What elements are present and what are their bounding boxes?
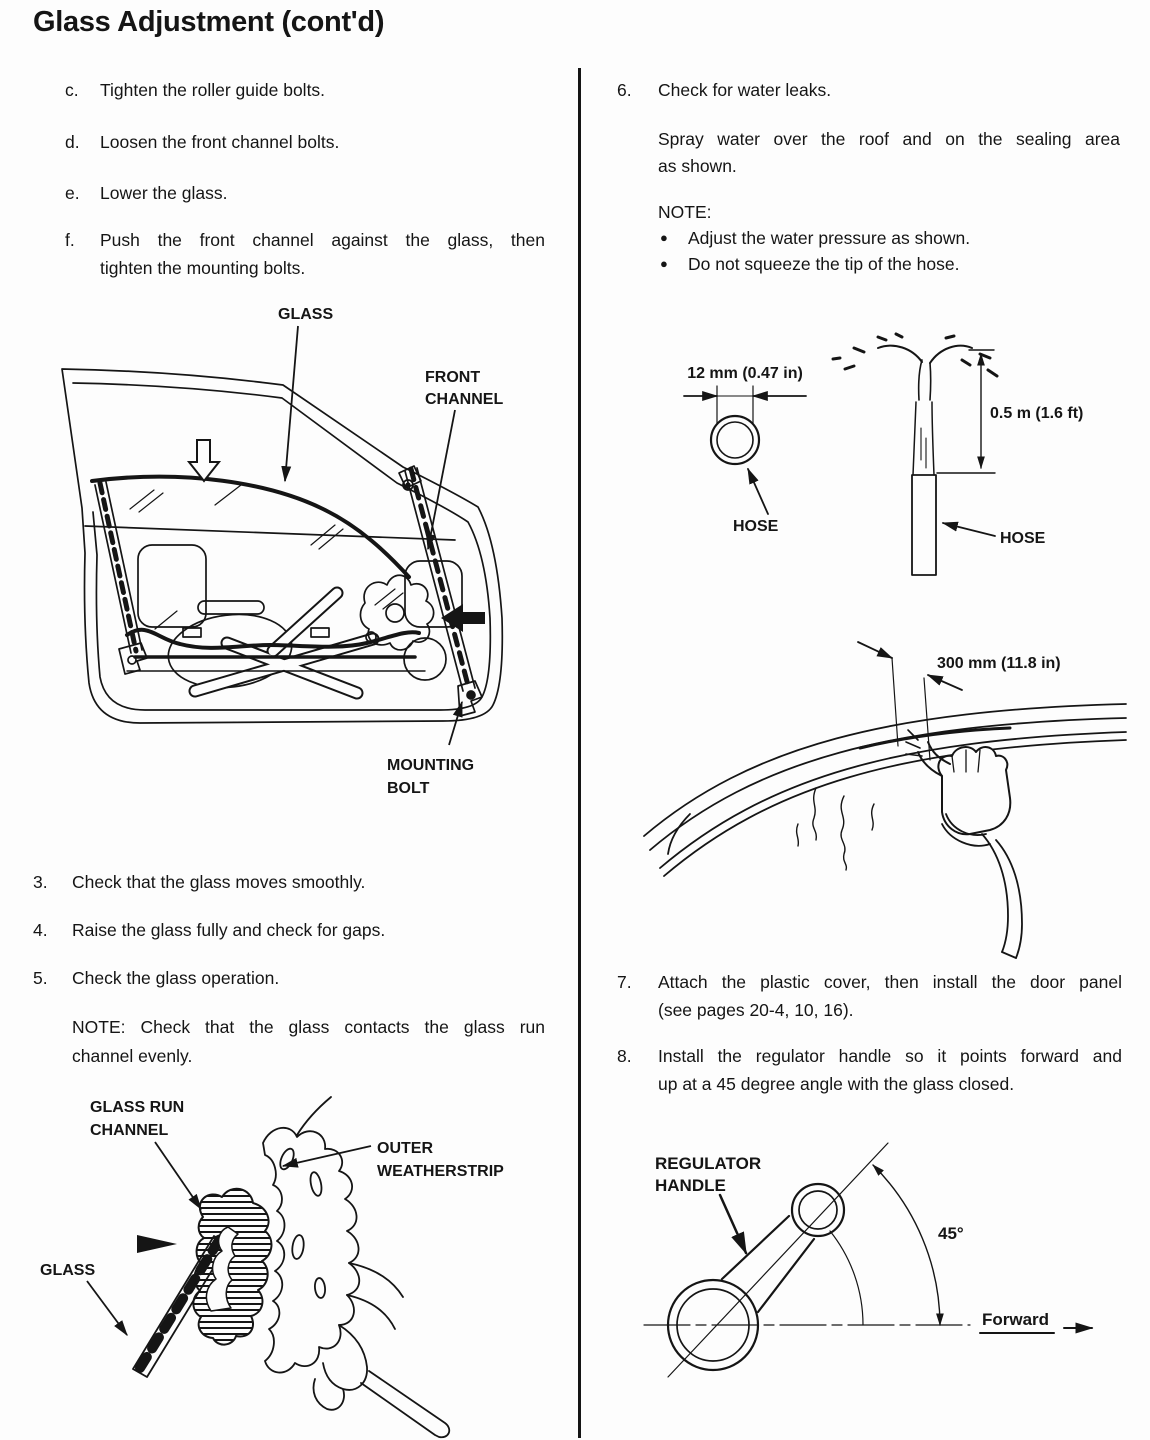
regulator-handle-label: HANDLE [655,1176,726,1195]
regulator-handle-diagram [640,1135,1130,1425]
step-label: 8. [617,1046,632,1066]
substep-label: c. [65,80,79,100]
door-hole [404,638,446,680]
hose-label: HOSE [1000,530,1046,547]
mounting-bolt-label: BOLT [387,780,430,797]
substep-label: d. [65,132,80,152]
water-column [913,402,934,475]
hose-leader [748,469,768,514]
step-4 [33,916,532,944]
note-left [72,1013,545,1071]
bullet-icon: ● [660,230,668,245]
glass-run-channel-label: GLASS RUN [90,1099,185,1116]
step-label: 6. [617,80,632,100]
spray-paragraph [658,126,1120,180]
note-text: NOTE: Check that the glass contacts the glass run [72,1017,545,1037]
step-label: 5. [33,968,48,988]
note-bullet-1 [660,225,970,251]
note-bullet-2 [660,251,959,277]
substep-d [65,128,545,156]
bullet-text: Do not squeeze the tip of the hose. [688,254,960,274]
glass-run-channel-diagram [25,1085,580,1440]
page-title: Glass Adjustment (cont'd) [33,6,385,38]
step-text: Raise the glass fully and check for gaps. [72,920,386,940]
roof-dim-label: 300 mm (11.8 in) [937,655,1061,672]
step-label: 4. [33,920,48,940]
rear-channel [95,482,147,674]
inner-arc [830,1231,863,1325]
substep-label: e. [65,183,80,203]
outer-weatherstrip-label: WEATHERSTRIP [377,1163,504,1180]
step-text: up at a 45 degree angle with the glass closed. [658,1074,1015,1094]
note-heading: NOTE: [658,202,712,222]
hand-and-hose [906,730,1022,958]
right-arrow-icon [137,1235,177,1253]
hose-cross-section [711,416,759,464]
substep-text: Lower the glass. [100,183,228,203]
door-glass-diagram [35,293,580,828]
note-text: channel evenly. [72,1046,193,1066]
substep-text: Loosen the front channel bolts. [100,132,340,152]
substep-c [65,76,545,104]
step-label: 7. [617,972,632,992]
substep-label: f. [65,230,75,250]
step-8 [617,1042,1122,1098]
hose-leader [943,523,995,536]
water-streaks [797,788,874,870]
roof-lines [644,704,1126,876]
handle-hub [792,1184,844,1236]
substep-e [65,179,545,207]
hose-body [912,475,936,575]
width-dim-label: 12 mm (0.47 in) [687,365,803,382]
down-arrow-icon [189,440,219,481]
regulator-mechanism [127,575,434,671]
water-spray [833,334,997,400]
step-text: Check the glass operation. [72,968,280,988]
bullet-text: Adjust the water pressure as shown. [688,228,971,248]
step-label: 3. [33,872,48,892]
glass-label: GLASS [278,306,334,323]
roof-spray-diagram [630,628,1140,958]
step-text: Check for water leaks. [658,80,832,100]
substep-text: Tighten the roller guide bolts. [100,80,326,100]
height-dim-label: 0.5 m (1.6 ft) [990,405,1084,422]
step-text: Check that the glass moves smoothly. [72,872,366,892]
front-channel-label: FRONT [425,369,481,386]
step-6 [617,76,1122,104]
glass-label: GLASS [40,1262,96,1279]
step-text: Install the regulator handle so it points forward and [658,1046,1122,1066]
hose-label: HOSE [733,518,779,535]
forward-label: Forward [982,1310,1050,1329]
paragraph-text: Spray water over the roof and on the sealing area [658,129,1120,149]
step-3 [33,868,532,896]
label-leader [720,1195,746,1253]
angle-arc [873,1165,940,1325]
height-dimension [937,350,995,473]
glass-run-channel-label: CHANNEL [90,1122,169,1139]
front-channel [399,466,482,716]
substep-f [65,226,545,282]
step-text: (see pages 20-4, 10, 16). [658,1000,854,1020]
step-7 [617,968,1122,1024]
step-text: Attach the plastic cover, then install the door panel [658,972,1122,992]
run-channel-profile [193,1189,271,1345]
paragraph-text: as shown. [658,156,737,176]
hose-pressure-diagram [640,330,1120,580]
substep-text: Push the front channel against the glass, then [100,230,545,250]
regulator-handle-label: REGULATOR [655,1154,762,1173]
step-5 [33,964,532,992]
outer-weatherstrip-label: OUTER [377,1140,433,1157]
substep-text: tighten the mounting bolts. [100,258,306,278]
angle-label: 45° [938,1224,964,1243]
mounting-bolt-label: MOUNTING [387,757,475,774]
front-channel-label: CHANNEL [425,391,504,408]
bullet-icon: ● [660,256,668,271]
